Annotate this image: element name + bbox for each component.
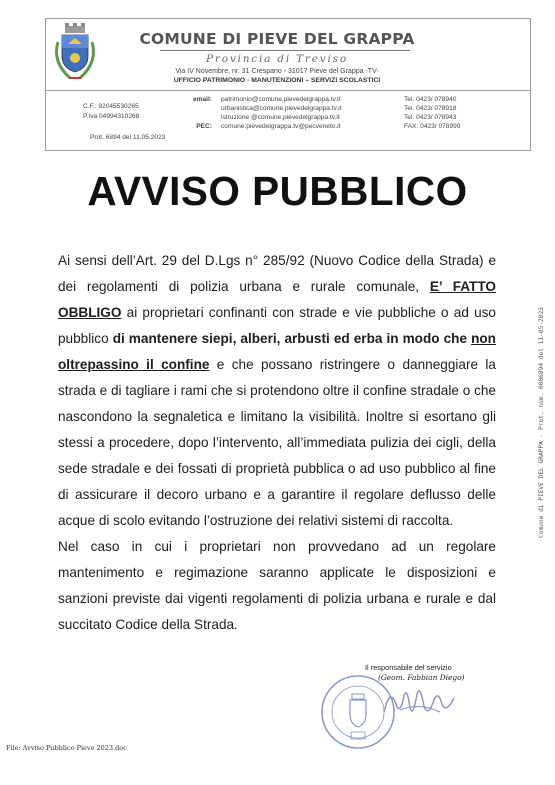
p1-maintain: di mantenere siepi, alberi, arbusti ed erba in modo che	[112, 331, 472, 346]
obligation-heading: E’ FATTO OBBLIGO	[58, 279, 496, 320]
paragraph-2: Nel caso in cui i proprietari non provvedano ad un regolare mantenimento e regimazione saranno applicate le disposizioni e sanzioni previste dai vigenti regolamenti di polizia urbana e rurale e dal succitato Codice della Strada.	[58, 539, 496, 632]
letterhead-divider	[45, 90, 531, 91]
protocol-number: Prot. 6894 del 11.05.2023	[90, 134, 166, 141]
address: Via IV Novembre, nr. 31 Crespano - 31017 Pieve del Grappa -TV-	[175, 68, 379, 75]
page-title: AVVISO PUBBLICO	[87, 168, 468, 214]
email-label: email:	[192, 96, 212, 103]
title-underline	[160, 50, 410, 51]
phone-istruzione: Tel. 0423/ 078943	[404, 114, 457, 121]
email-urbanistica-link[interactable]: urbanistica@comune.pievedelgrappa.tv.it	[221, 105, 342, 112]
protocol-side-stamp: Comune di PIEVE DEL GRAPPA - Prot. num. 0006894 del 11-05-2023	[538, 307, 545, 538]
p1-owners: ai proprietari confinanti con strade e vie pubbliche o ad uso pubblico	[58, 305, 496, 346]
fax-number: FAX: 0423/ 078999	[404, 123, 461, 130]
phone-patrimonio: Tel. 0423/ 078940	[404, 96, 457, 103]
handwritten-signature-icon	[380, 682, 460, 722]
province-name: Provincia di Treviso	[206, 53, 348, 65]
signatory-role: Il responsabile del servizio	[365, 663, 452, 672]
email-patrimonio-link[interactable]: patrimonio@comune.pievedelgrappa.tv.it	[221, 96, 341, 103]
municipality-name: COMUNE DI PIEVE DEL GRAPPA	[139, 30, 415, 48]
p1-rest: e che possano ristringere o danneggiare la strada e di tagliare i rami che si protendono oltre il confine stradale o che nascondono la segnaletica e limitano la visibilità. Inoltre si esortano gli stessi a procedere, dopo l’intervento, all’immediata pulizia dei cigli, della sede stradale e dei fossati di proprietà pubblica o ad uso pubblico al fine di assicurare il decoro urbano e a garantire il regolare deflusso delle acque di scolo evitando l’ostruzione dei relativi sistemi di raccolta.	[58, 357, 496, 528]
pec-email-link[interactable]: comune.pievedelgrappa.tv@pecveneto.it	[221, 123, 341, 130]
p1-intro: Ai sensi dell’Art. 29 del D.Lgs n° 285/92 (Nuovo Codice della Strada) e dei regolamenti di polizia urbana e rurale comunale,	[58, 253, 496, 294]
paragraph-1	[58, 248, 496, 534]
file-name: File: Avviso Pubblico Pieve 2023.doc	[6, 744, 127, 752]
vat-number: P.Iva 04994310268	[83, 113, 140, 120]
phone-urbanistica: Tel. 0423/ 078918	[404, 105, 457, 112]
tax-code: C.F.: 92045530265	[83, 103, 139, 110]
p1-boundary: non oltrepassino il confine	[58, 331, 496, 372]
signatory-name: (Geom. Fabbian Diego)	[378, 673, 465, 682]
office-name: UFFICIO PATRIMONIO - MANUTENZIONI – SERVIZI SCOLASTICI	[173, 77, 381, 84]
pec-label: PEC:	[196, 123, 212, 130]
email-istruzione-link[interactable]: istruzione @comune.pievedelgrappa.tv.it	[221, 114, 340, 121]
municipal-crest-icon	[50, 22, 100, 84]
notice-body	[58, 248, 496, 638]
